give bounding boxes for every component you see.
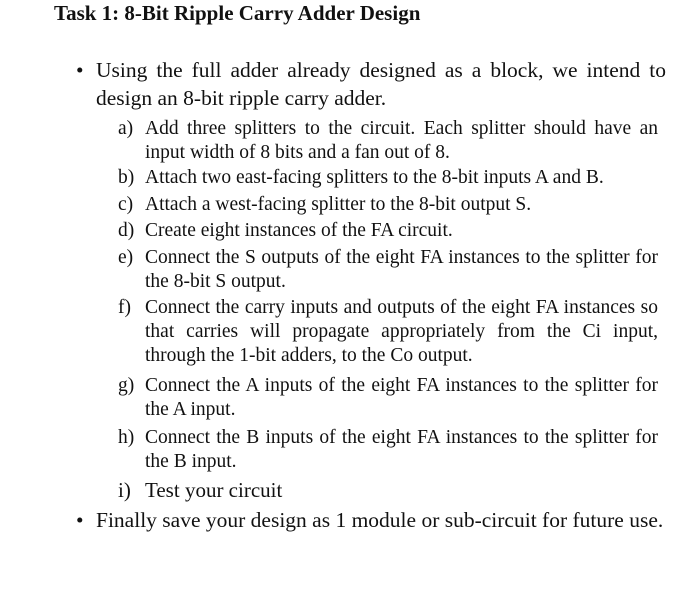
sub-item-e <box>118 246 658 294</box>
bullet-item <box>76 56 666 112</box>
sub-item-text: Connect the A inputs of the eight FA instances to the splitter for the A input. <box>145 375 658 420</box>
sub-item-text: Attach two east-facing splitters to the 8-bit inputs A and B. <box>145 167 604 188</box>
sub-item-text: Add three splitters to the circuit. Each splitter should have an input width of 8 bits and a fan out of 8. <box>145 118 658 163</box>
sub-item-label: b) <box>118 167 135 188</box>
sub-item-text: Create eight instances of the FA circuit. <box>145 220 453 241</box>
sub-item-label: d) <box>118 220 135 241</box>
page-title: Task 1: 8-Bit Ripple Carry Adder Design <box>54 1 421 25</box>
bullet-icon: • <box>76 58 84 82</box>
sub-item-text: Attach a west-facing splitter to the 8-bit output S. <box>145 194 532 215</box>
bullet-item <box>76 506 666 534</box>
sub-item-label: f) <box>118 297 131 318</box>
sub-item-text: Connect the S outputs of the eight FA instances to the splitter for the 8-bit S output. <box>145 247 658 292</box>
sub-item-label: a) <box>118 118 134 139</box>
sub-item-h <box>118 426 658 474</box>
sub-item-label: g) <box>118 375 135 396</box>
sub-item-c <box>118 193 658 217</box>
sub-item-label: c) <box>118 194 134 215</box>
sub-item-g <box>118 374 658 422</box>
bullet-text: Using the full adder already designed as a block, we intend to design an 8-bit ripple carry adder. <box>96 58 666 110</box>
sub-item-f <box>118 296 658 368</box>
sub-item-label: i) <box>118 478 131 502</box>
bullet-icon: • <box>76 508 84 532</box>
sub-item-text: Test your circuit <box>145 478 283 502</box>
sub-item-text: Connect the B inputs of the eight FA instances to the splitter for the B input. <box>145 427 658 472</box>
sub-item-a <box>118 117 658 165</box>
sub-item-text: Connect the carry inputs and outputs of the eight FA instances so that carries will propagate appropriately from the Ci input, through the 1-bit adders, to the Co output. <box>145 297 658 366</box>
bullet-text: Finally save your design as 1 module or sub-circuit for future use. <box>96 508 664 532</box>
sub-item-i <box>118 478 658 502</box>
sub-item-d <box>118 219 658 243</box>
sub-item-b <box>118 166 658 190</box>
sub-item-label: h) <box>118 427 135 448</box>
sub-item-label: e) <box>118 247 134 268</box>
